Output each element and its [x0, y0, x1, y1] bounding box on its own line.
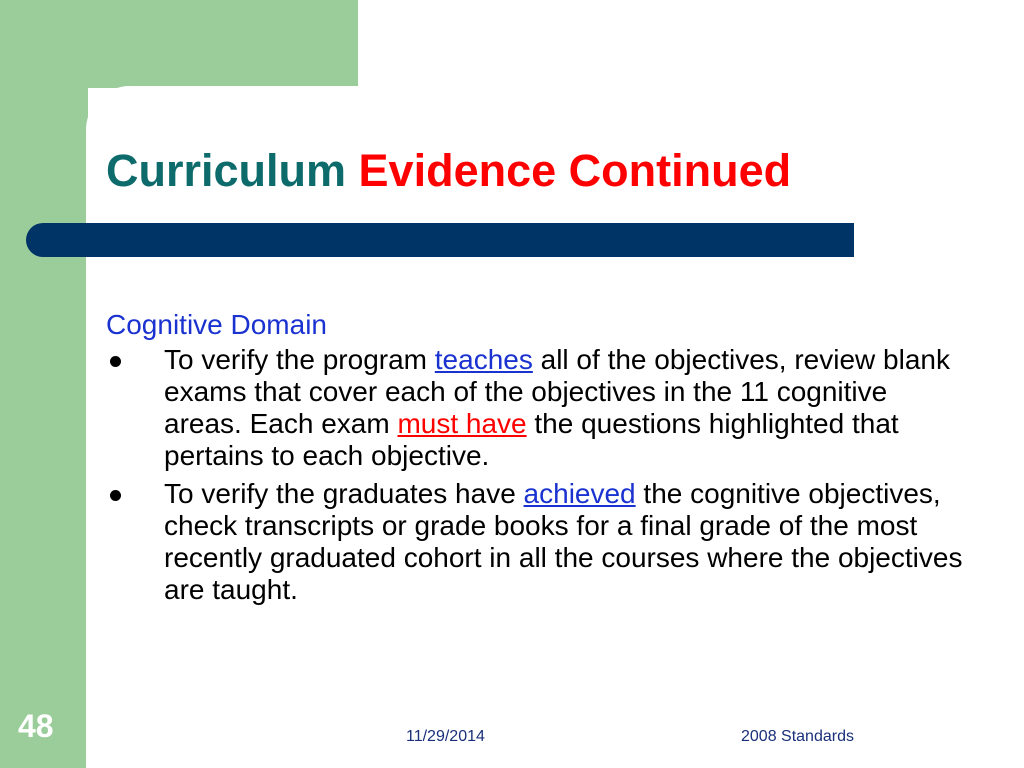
bullet-item-achieved: [106, 478, 966, 606]
bullet-text: the cognitive objectives, check transcripts or grade books for a final grade of the most recently graduated cohort in all the courses where the objectives are taught.: [164, 478, 963, 605]
section-heading: Cognitive Domain: [106, 309, 327, 340]
bullet-dot-icon: [110, 490, 121, 501]
bullet-dot-icon: [110, 356, 121, 367]
must-have-link[interactable]: must have: [397, 408, 527, 439]
green-top-border: [0, 0, 358, 88]
title-part-curriculum: Curriculum: [106, 145, 347, 196]
bullet-text: To verify the program: [164, 344, 435, 375]
teaches-link[interactable]: teaches: [434, 344, 533, 375]
green-side-border: [0, 0, 88, 768]
bullet-text: all of the objectives, review blank exams that cover each of the objectives in the 11 cognitive areas. Each exam: [164, 344, 950, 439]
title-underline-bar: [26, 223, 854, 257]
slide-number: 48: [18, 708, 54, 744]
slide-body: [106, 308, 966, 612]
achieved-link[interactable]: achieved: [523, 478, 636, 509]
bullet-text: the questions highlighted that pertains to each objective.: [164, 408, 899, 471]
bullet-item-teaches: [106, 344, 966, 472]
bullet-text: To verify the graduates have: [164, 478, 524, 509]
footer-label: 2008 Standards: [741, 728, 854, 745]
slide-title: [106, 143, 791, 199]
title-part-evidence-continued: Evidence Continued: [358, 145, 792, 196]
footer-date: 11/29/2014: [406, 728, 485, 745]
